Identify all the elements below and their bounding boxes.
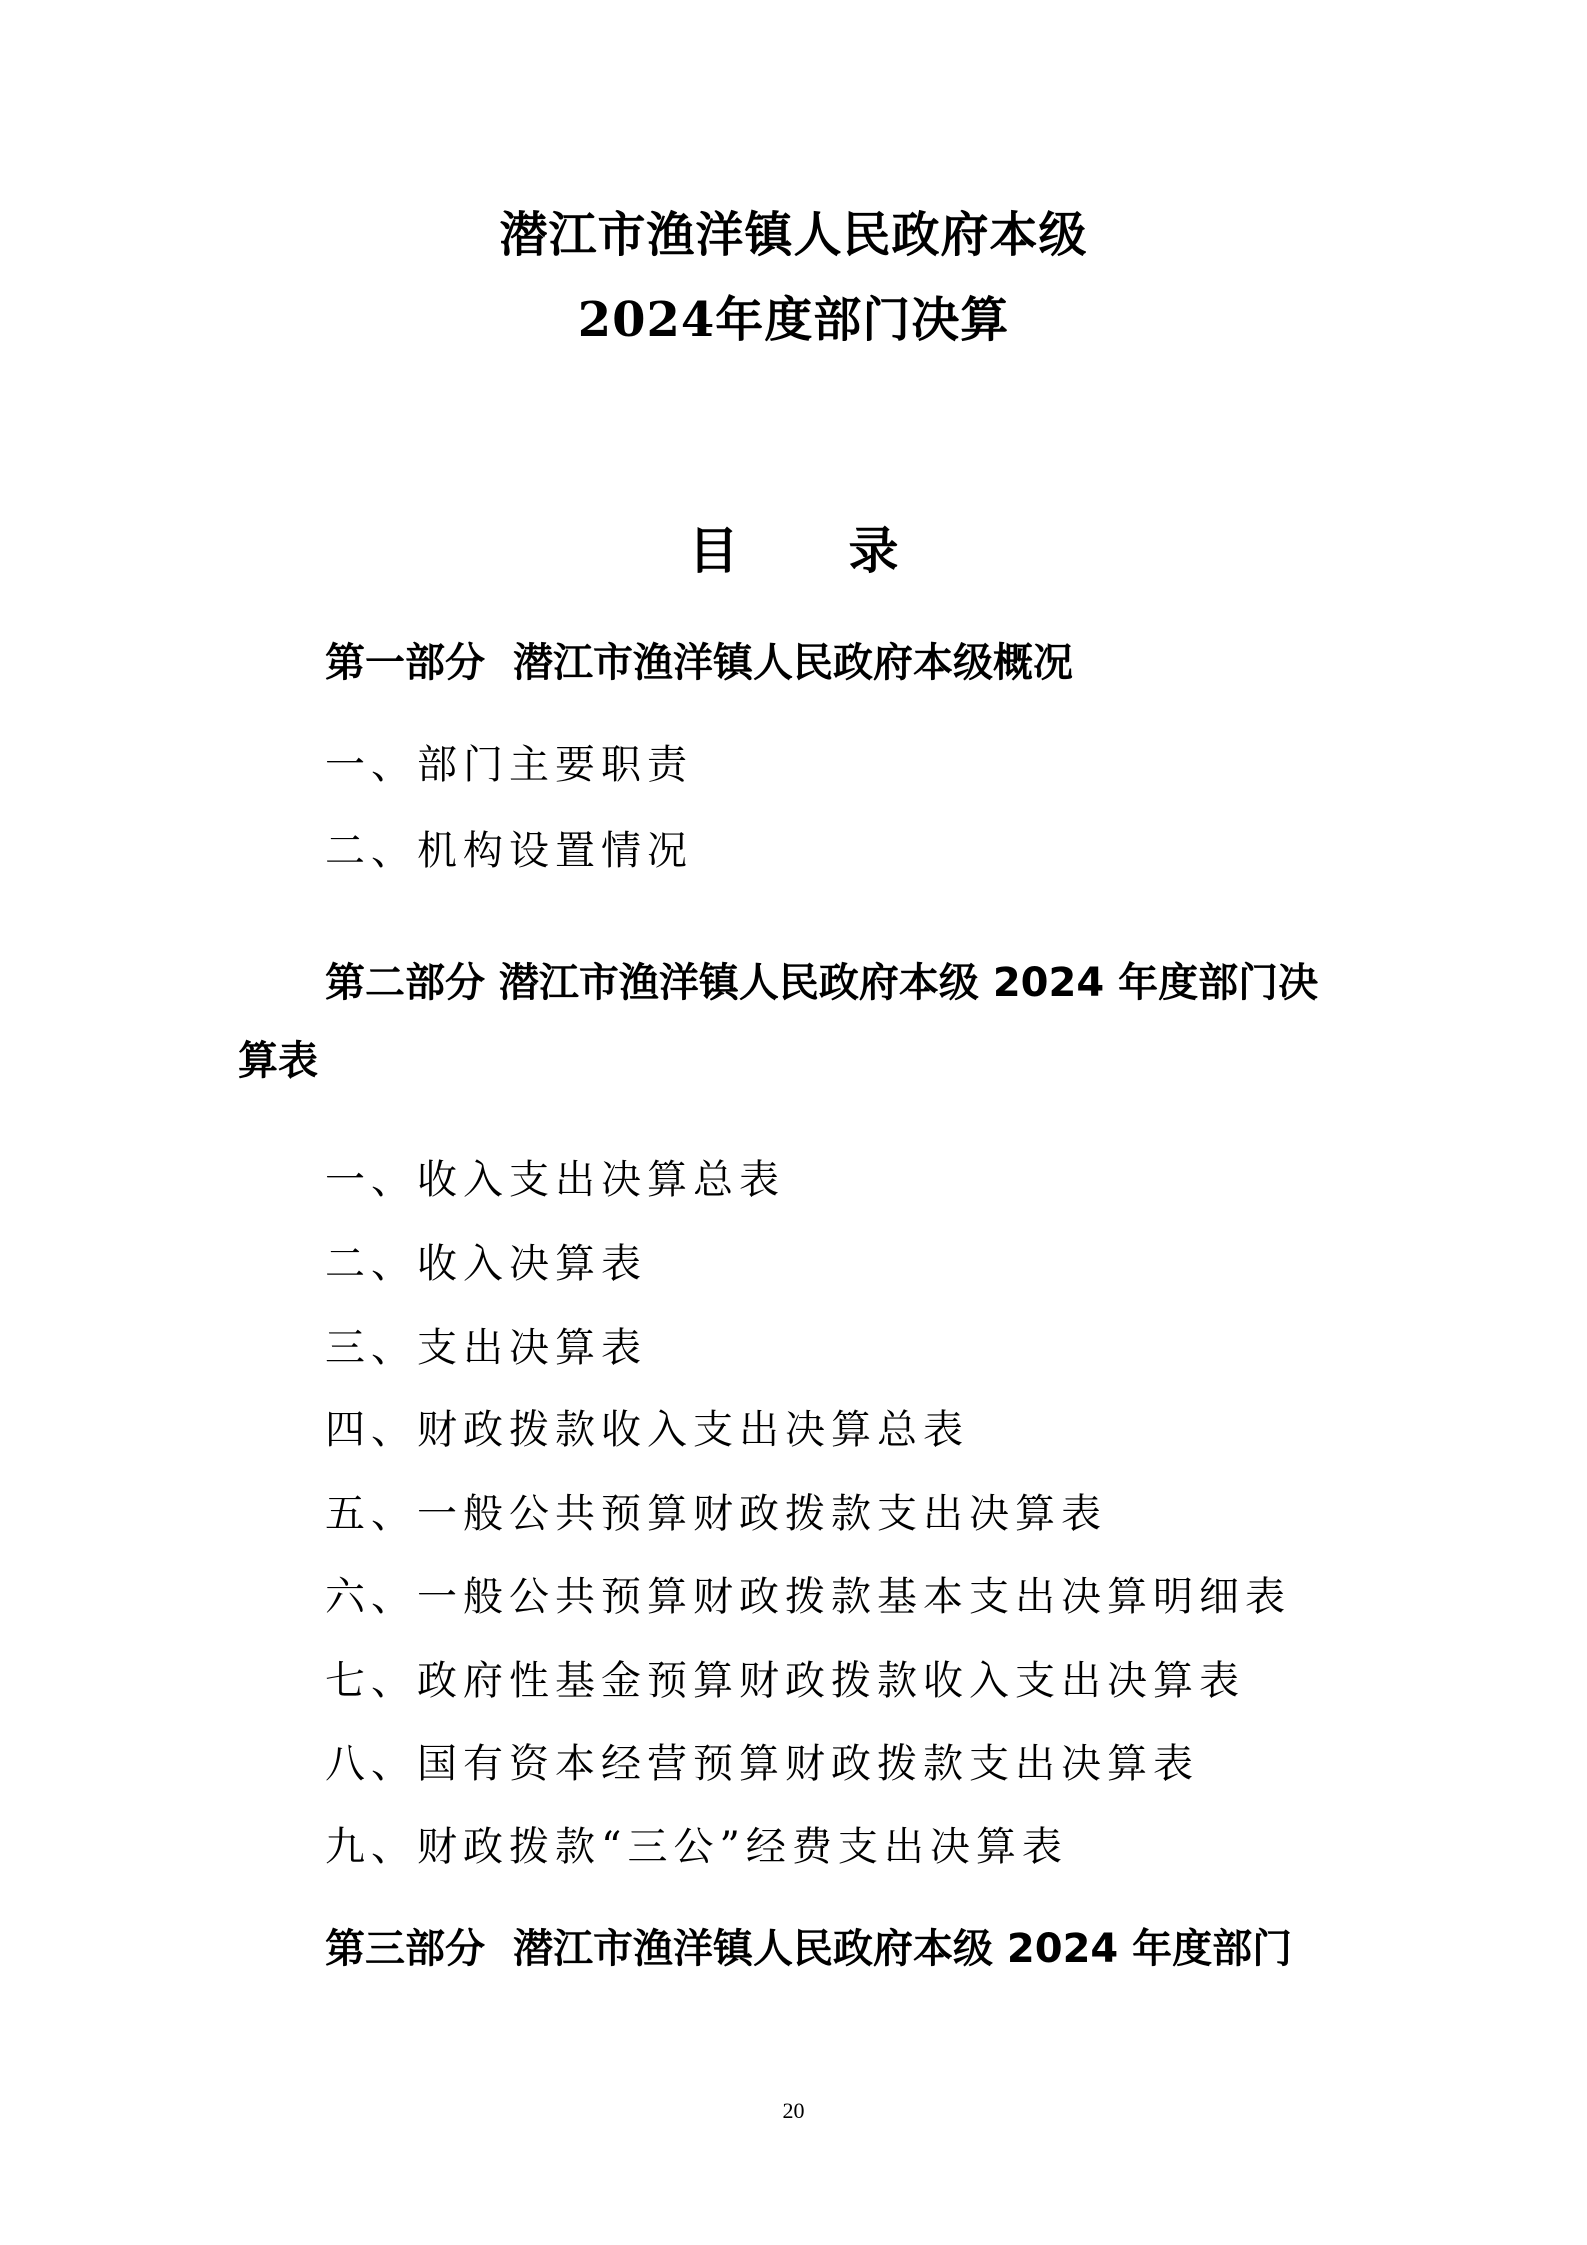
toc-part-1-item-1: 一、部门主要职责: [325, 742, 693, 788]
toc-part-1-label: 第一部分: [325, 640, 485, 686]
toc-part-2-item-9: 九、财政拨款“三公”经费支出决算表: [325, 1824, 1068, 1870]
toc-part-2-item-6: 六、一般公共预算财政拨款基本支出决算明细表: [325, 1574, 1291, 1620]
toc-part-2-item-5: 五、一般公共预算财政拨款支出决算表: [325, 1491, 1107, 1537]
toc-part-2-item-8: 八、国有资本经营预算财政拨款支出决算表: [325, 1741, 1199, 1787]
toc-part-2-item-3: 三、支出决算表: [325, 1325, 647, 1371]
toc-heading: 目录: [688, 521, 1009, 580]
toc-part-3-label: 第三部分: [325, 1926, 485, 1972]
toc-part-1-title: 潜江市渔洋镇人民政府本级概况: [513, 640, 1073, 686]
toc-part-2-heading-line-1: 第二部分 潜江市渔洋镇人民政府本级 2024 年度部门决: [325, 960, 1319, 1006]
toc-part-2-item-4: 四、财政拨款收入支出决算总表: [325, 1407, 969, 1453]
toc-part-3-title: 潜江市渔洋镇人民政府本级 2024 年度部门: [513, 1926, 1293, 1972]
toc-part-1-item-2: 二、机构设置情况: [325, 828, 693, 874]
toc-part-2-item-2: 二、收入决算表: [325, 1241, 647, 1287]
document-title-line-1: 潜江市渔洋镇人民政府本级: [499, 207, 1088, 263]
page-number: 20: [782, 2098, 805, 2123]
document-title-line-2: 2024年度部门决算: [577, 292, 1010, 348]
toc-part-2-item-1: 一、收入支出决算总表: [325, 1157, 785, 1203]
toc-part-2-item-7: 七、政府性基金预算财政拨款收入支出决算表: [325, 1658, 1245, 1704]
toc-part-3-heading: [325, 1924, 1292, 1974]
toc-part-1-heading: [325, 638, 1073, 688]
toc-part-2-heading-line-2: 算表: [238, 1038, 318, 1084]
